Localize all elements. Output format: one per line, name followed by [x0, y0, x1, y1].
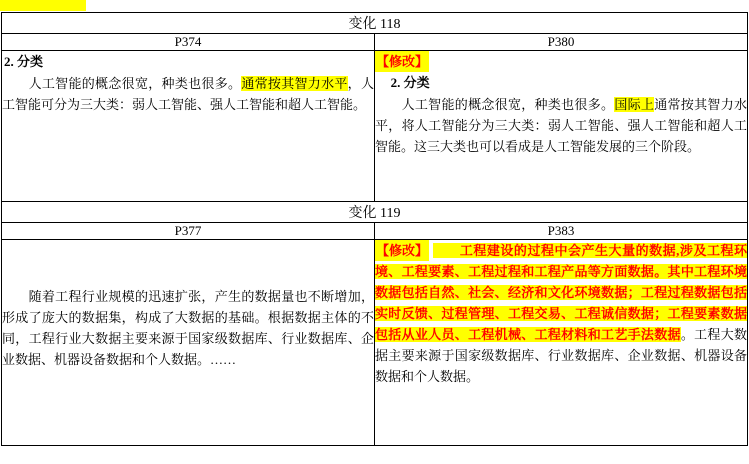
old-paragraph-119: 随着工程行业规模的迅速扩张，产生的数据量也不断增加，形成了庞大的数据集，构成了大数据的基础。根据数据主体的不同，工程行业大数据主要来源于国家级数据库、行业数据库、企业数据、机器设备数据和个人数据。……	[2, 289, 374, 368]
old-paragraph-118: 人工智能的概念很宽，种类也很多。通常按其智力水平，人工智能可分为三大类：弱人工智能、强人工智能和超人工智能。	[2, 76, 374, 113]
page-label-left-119: P377	[2, 223, 375, 240]
top-margin	[0, 0, 749, 12]
change-content-row-119	[2, 240, 748, 446]
old-text-cell-119	[2, 240, 375, 446]
page-label-right-118: P380	[375, 34, 748, 51]
change-band-row	[2, 13, 748, 34]
new-paragraph-119: 工程建设的过程中会产生大量的数据,涉及工程环境、工程要素、工程过程和工程产品等方面数据。其中工程环境数据包括自然、社会、经济和文化环境数据；工程过程数据包括实时反馈、过程管理、工程交易、工程诚信数据；工程要素数据包括从业人员、工程机械、工程材料和工艺手法数据。工程大数据主要来源于国家级数据库、行业数据库、企业数据、机器设备数据和个人数据。	[375, 243, 748, 385]
new-text-cell-119	[375, 240, 748, 446]
old-text-cell-118	[2, 51, 375, 202]
change-band-label-119: 变化 119	[2, 202, 748, 223]
highlight-old-118: 通常按其智力水平	[241, 76, 348, 92]
top-highlight-stub	[0, 0, 86, 11]
new-text-cell-118	[375, 51, 748, 202]
change-content-row-118	[2, 51, 748, 202]
new-paragraph-118: 人工智能的概念很宽，种类也很多。国际上通常按其智力水平，将人工智能分为三大类：弱人工智能、强人工智能和超人工智能。这三大类也可以看成是人工智能发展的三个阶段。	[375, 97, 748, 155]
bottom-margin	[0, 446, 749, 464]
old-heading-118: 2. 分类	[4, 54, 44, 69]
highlight-new-119: 工程建设的过程中会产生大量的数据,涉及工程环境、工程要素、工程过程和工程产品等方面数据。其中工程环境数据包括自然、社会、经济和文化环境数据；工程过程数据包括实时反馈、过程管理、工程交易、工程诚信数据；工程要素数据包括从业人员、工程机械、工程材料和工艺手法数据	[375, 243, 748, 343]
change-band-row	[2, 202, 748, 223]
highlight-new-118: 国际上	[614, 97, 655, 113]
page-header-row	[2, 34, 748, 51]
page-label-right-119: P383	[375, 223, 748, 240]
page-label-left-118: P374	[2, 34, 375, 51]
revision-tag-119: 【修改】	[375, 240, 429, 261]
change-band-label-118: 变化 118	[2, 13, 748, 34]
page-header-row	[2, 223, 748, 240]
changes-table	[1, 12, 748, 446]
revision-tag-118: 【修改】	[375, 51, 429, 72]
new-heading-118: 2. 分类	[390, 75, 430, 91]
